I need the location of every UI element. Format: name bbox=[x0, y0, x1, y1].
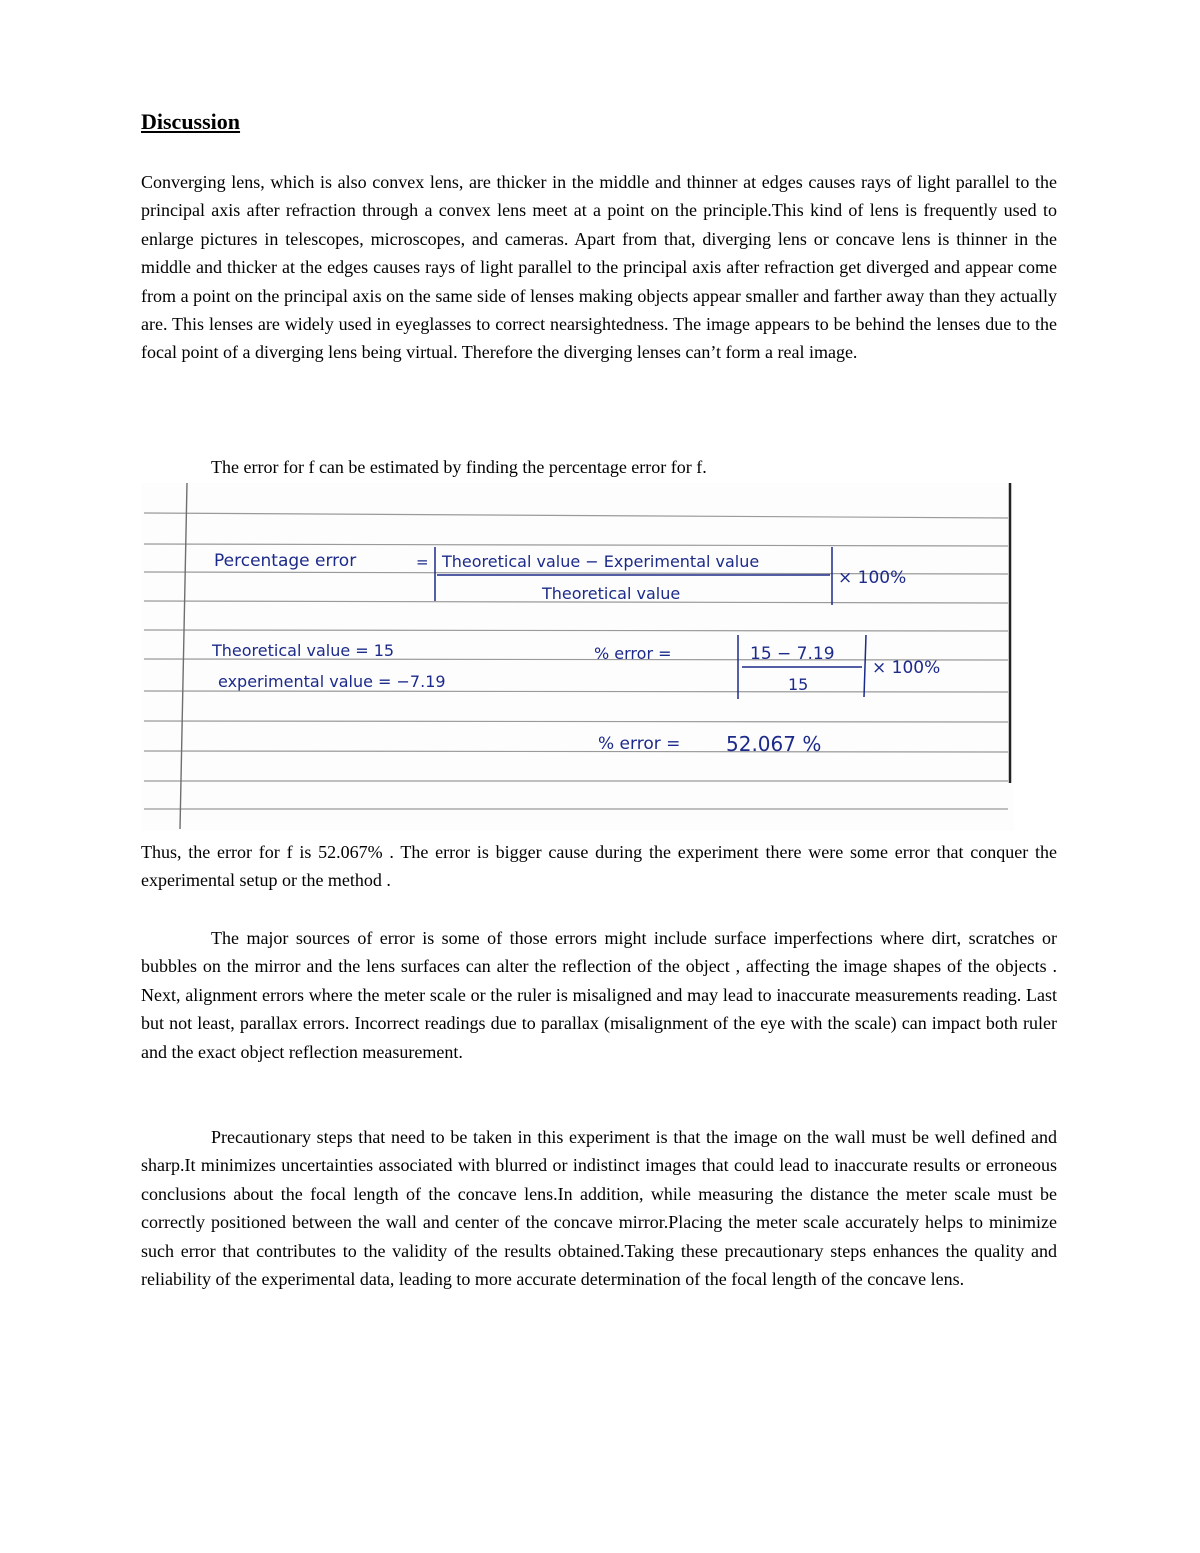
formula-equals: = bbox=[416, 553, 429, 571]
paragraph-error-sources: The major sources of error is some of those errors might include surface imperfections where dirt, scratches or bubbles on the mirror and the lens surfaces can alter the reflection of the object , affecting the image shapes of the objects . Next, alignment errors where the meter scale or the ruler is misaligned and may lead to inaccurate measurements reading. Last but not least, parallax errors. Incorrect readings due to parallax (misalignment of the eye with the scale) can impact both ruler and the exact object reflection measurement. bbox=[141, 928, 1057, 1062]
calc-numerator: 15 − 7.19 bbox=[750, 644, 835, 664]
formula-times100: × 100% bbox=[838, 568, 907, 588]
calc-denominator: 15 bbox=[788, 675, 809, 694]
error-label: % error = bbox=[594, 644, 672, 663]
formula-numerator: Theoretical value − Experimental value bbox=[442, 552, 760, 571]
calc-times100: × 100% bbox=[872, 658, 941, 678]
margin-line bbox=[180, 483, 187, 829]
paragraph-precautions: Precautionary steps that need to be taken in this experiment is that the image on the wall must be well defined and sharp.It minimizes uncertainties associated with blurred or indistinct images that could lead to inaccurate results or erroneous conclusions about the focal length of the concave lens.In addition, while measuring the distance the meter scale must be correctly positioned between the wall and center of the concave mirror.Placing the meter scale accurately helps to minimize such error that contributes to the validity of the results obtained.Taking these precautionary steps enhances the quality and reliability of the experimental data, leading to more accurate determination of the focal length of the concave lens. bbox=[141, 1127, 1057, 1290]
handwriting bbox=[211, 547, 940, 756]
paragraph-error-result: Thus, the error for f is 52.067% . The error is bigger cause during the experiment there were some error that conquer the experimental setup or the method . bbox=[141, 842, 1057, 891]
paragraph-lens-types: Converging lens, which is also convex lens, are thicker in the middle and thinner at edges causes rays of light parallel to the principal axis after refraction through a convex lens meet at a point on the principle.This kind of lens is frequently used to enlarge pictures in telescopes, microscopes, and cameras. Apart from that, diverging lens or concave lens is thinner in the middle and thicker at the edges causes rays of light parallel to the principal axis after refraction get diverged and appear come from a point on the principal axis on the same side of lenses making objects appear smaller and farther away than they actually are. This lenses are widely used in eyeglasses to correct nearsightedness. The image appears to be behind the lenses due to the focal point of a diverging lens being virtual. Therefore the diverging lenses can’t form a real image. bbox=[141, 172, 1057, 363]
calc-bracket-right bbox=[864, 635, 866, 697]
result-label: % error = bbox=[598, 734, 681, 754]
notebook-paper bbox=[142, 483, 1014, 831]
theoretical-value-line: Theoretical value = 15 bbox=[212, 641, 395, 660]
handwritten-calculation-image bbox=[142, 483, 1014, 831]
formula-label: Percentage error bbox=[214, 551, 357, 571]
section-heading: Discussion bbox=[141, 109, 241, 134]
experimental-value-line: experimental value = −7.19 bbox=[218, 672, 446, 691]
paragraph-error-intro: The error for f can be estimated by finding the percentage error for f. bbox=[211, 457, 707, 477]
formula-denominator: Theoretical value bbox=[542, 584, 681, 603]
result-value: 52.067 % bbox=[726, 732, 822, 756]
